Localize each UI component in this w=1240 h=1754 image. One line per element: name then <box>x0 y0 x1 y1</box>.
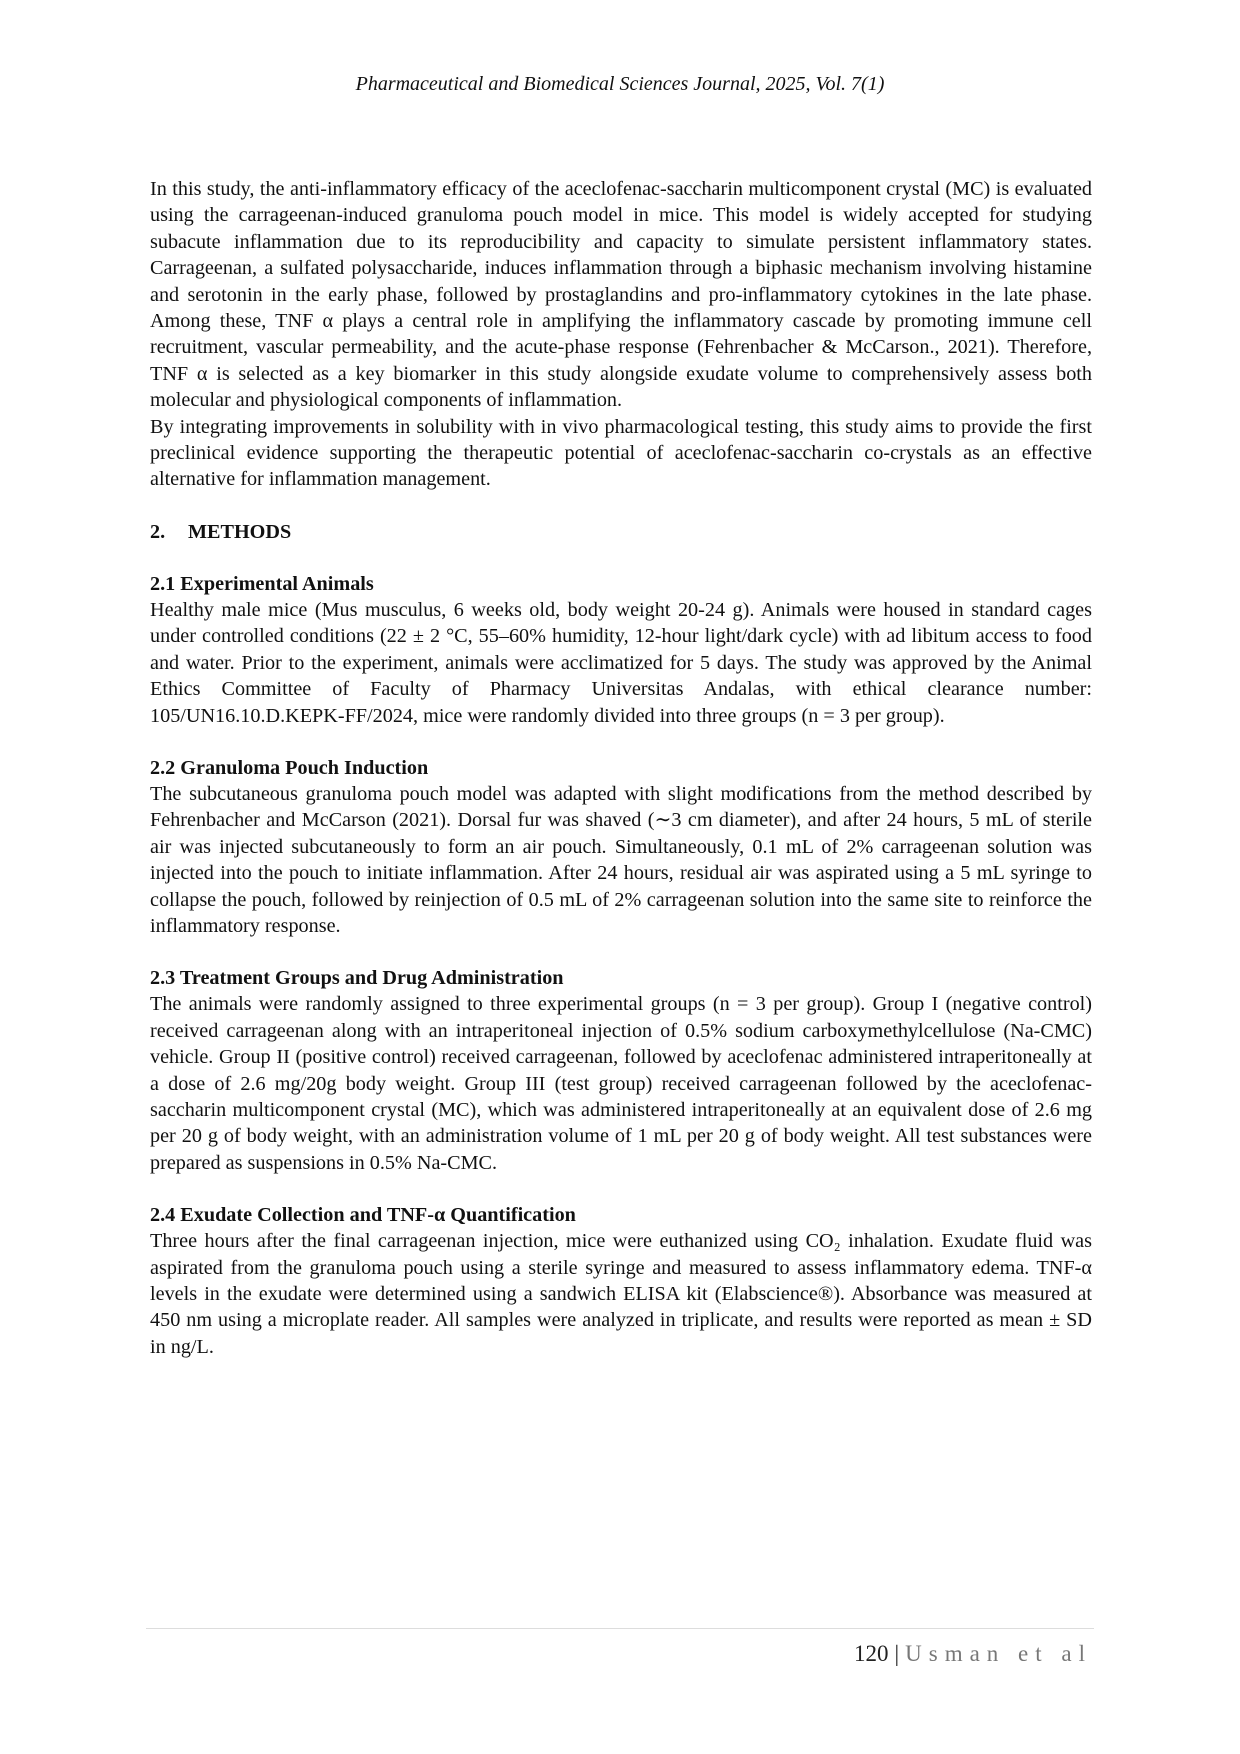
methods-title: METHODS <box>188 520 292 543</box>
footer-divider <box>146 1628 1094 1629</box>
subsection-heading-2-4: 2.4 Exudate Collection and TNF-α Quantification <box>150 1204 576 1227</box>
subsection-text-2-3: The animals were randomly assigned to three experimental groups (n = 3 per group). Group I (negative control) received carrageenan along with an intraperitoneal injection of 0.5% sodium carboxymethylcellulose (Na-CMC) vehicle. Group II (positive control) received carrageenan, followed by aceclofenac administered intraperitoneally at a dose of 2.6 mg/20g body weight. Group III (test group) received carrageenan followed by the aceclofenac-saccharin multicomponent crystal (MC), which was administered intraperitoneally at an equivalent dose of 2.6 mg per 20 g of body weight, with an administration volume of 1 mL per 20 g of body weight. All test substances were prepared as suspensions in 0.5% Na-CMC. <box>150 993 1092 1174</box>
page-number: 120 <box>854 1641 889 1666</box>
subsection-heading-2-3: 2.3 Treatment Groups and Drug Administration <box>150 967 564 990</box>
subsection-heading-2-1: 2.1 Experimental Animals <box>150 572 374 595</box>
methods-heading <box>150 519 1092 545</box>
footer-separator: | <box>894 1641 900 1666</box>
methods-number: 2. <box>150 520 166 543</box>
article-body <box>150 176 1092 1360</box>
intro-paragraph-2: By integrating improvements in solubility with in vivo pharmacological testing, this study aims to provide the first preclinical evidence supporting the therapeutic potential of aceclofenac-saccharin co-crystals as an effective alternative for inflammation management. <box>150 415 1092 491</box>
running-header: Pharmaceutical and Biomedical Sciences Journal, 2025, Vol. 7(1) <box>355 73 885 95</box>
footer-author: Usman et al <box>905 1641 1092 1666</box>
subsection-text-2-4: Three hours after the final carrageenan injection, mice were euthanized using CO₂ inhalation. Exudate fluid was aspirated from the granuloma pouch using a sterile syringe and measured to assess inflammatory edema. TNF-α levels in the exudate were determined using a sandwich ELISA kit (Elabscience®). Absorbance was measured at 450 nm using a microplate reader. All samples were analyzed in triplicate, and results were reported as mean ± SD in ng/L. <box>150 1230 1092 1358</box>
intro-paragraph-1: In this study, the anti-inflammatory efficacy of the aceclofenac-saccharin multicomponent crystal (MC) is evaluated using the carrageenan-induced granuloma pouch model in mice. This model is widely accepted for studying subacute inflammation due to its reproducibility and capacity to simulate persistent inflammatory states. Carrageenan, a sulfated polysaccharide, induces inflammation through a biphasic mechanism involving histamine and serotonin in the early phase, followed by prostaglandins and pro-inflammatory cytokines in the late phase. Among these, TNF α plays a central role in amplifying the inflammatory cascade by promoting immune cell recruitment, vascular permeability, and the acute-phase response (Fehrenbacher & McCarson., 2021). Therefore, TNF α is selected as a key biomarker in this study alongside exudate volume to comprehensively assess both molecular and physiological components of inflammation. <box>150 178 1092 412</box>
subsection-text-2-2: The subcutaneous granuloma pouch model was adapted with slight modifications from the method described by Fehrenbacher and McCarson (2021). Dorsal fur was shaved (∼3 cm diameter), and after 24 hours, 5 mL of sterile air was injected subcutaneously to form an air pouch. Simultaneously, 0.1 mL of 2% carrageenan solution was injected into the pouch to initiate inflammation. After 24 hours, residual air was aspirated using a 5 mL syringe to collapse the pouch, followed by reinjection of 0.5 mL of 2% carrageenan solution into the same site to reinforce the inflammatory response. <box>150 782 1092 937</box>
page-footer <box>854 1640 1092 1668</box>
subsection-heading-2-2: 2.2 Granuloma Pouch Induction <box>150 756 429 779</box>
subsection-text-2-1: Healthy male mice (Mus musculus, 6 weeks old, body weight 20-24 g). Animals were housed in standard cages under controlled conditions (22 ± 2 °C, 55–60% humidity, 12-hour light/dark cycle) with ad libitum access to food and water. Prior to the experiment, animals were acclimatized for 5 days. The study was approved by the Animal Ethics Committee of Faculty of Pharmacy Universitas Andalas, with ethical clearance number: 105/UN16.10.D.KEPK-FF/2024, mice were randomly divided into three groups (n = 3 per group). <box>150 598 1092 727</box>
